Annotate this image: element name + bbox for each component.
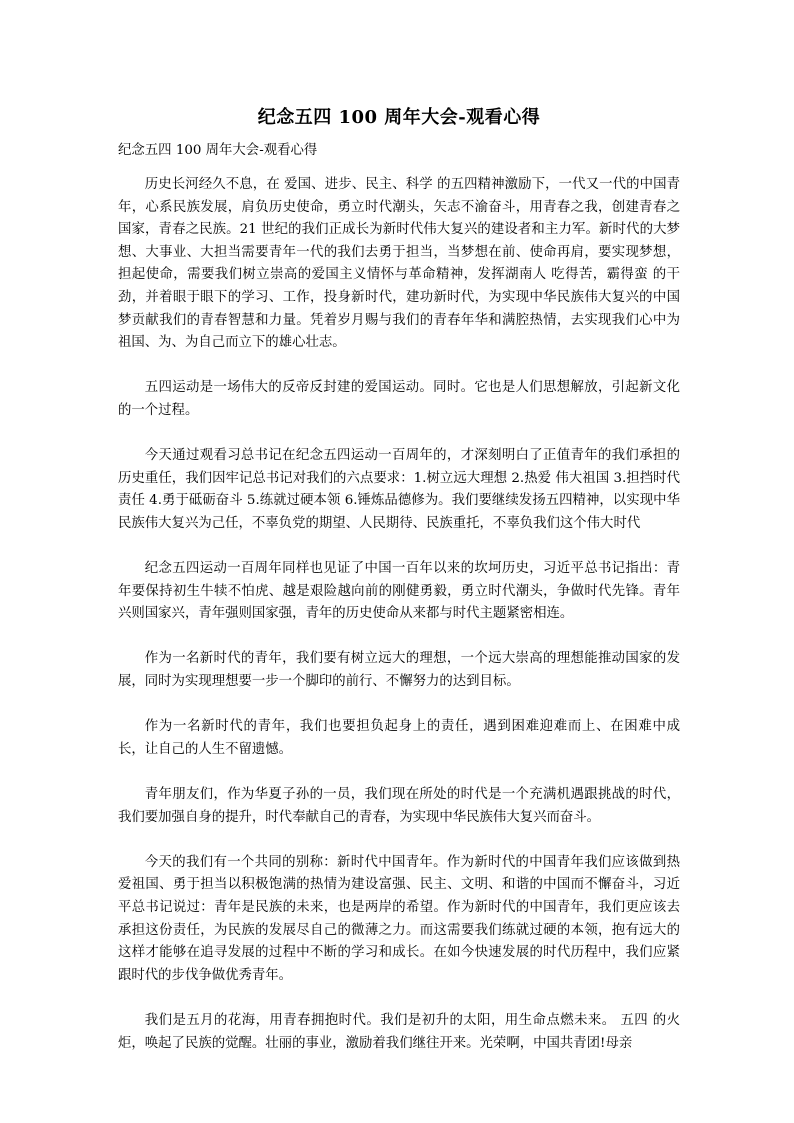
paragraph-1: 历史长河经久不息，在 爱国、进步、民主、科学 的五四精神激励下，一代又一代的中国青年，心系民族发展，肩负历史使命，勇立时代潮头，矢志不渝奋斗，用青春之我，创建青春之国家，青春之民族。21 世纪的我们正成长为新时代伟大复兴的建设者和主力军。新时代的大梦想、大事业、大担当需要青年一代的我们去勇于担当，当梦想在前、使命再肩，要实现梦想，担起使命，需要我们树立崇高的爱国主义情怀与革命精神，发挥湖南人 吃得苦，霸得蛮 的干劲，并着眼于眼下的学习、工作，投身新时代，建功新时代，为实现中华民族伟大复兴的中国梦贡献我们的青春智慧和力量。凭着岁月赐与我们的青春年华和满腔热情，去实现我们心中为祖国、为、为自己而立下的雄心壮志。 <box>118 177 680 351</box>
paragraph-5: 作为一名新时代的青年，我们要有树立远大的理想，一个远大崇高的理想能推动国家的发展，同时为实现理想要一步一个脚印的前行、不懈努力的达到目标。 <box>118 651 680 690</box>
paragraph-2: 五四运动是一场伟大的反帝反封建的爱国运动。同时。它也是人们思想解放，引起新文化的一个过程。 <box>118 380 680 418</box>
paragraph-4: 纪念五四运动一百周年同样也见证了中国一百年以来的坎坷历史，习近平总书记指出：青年要保持初生牛犊不怕虎、越是艰险越向前的刚健勇毅，勇立时代潮头，争做时代先锋。青年兴则国家兴，青年强则国家强，青年的历史使命从来都与时代主题紧密相连。 <box>118 561 680 622</box>
document-subtitle: 纪念五四 100 周年大会-观看心得 <box>118 143 318 158</box>
paragraph-9: 我们是五月的花海，用青春拥抱时代。我们是初升的太阳，用生命点燃未来。 五四 的火炬，唤起了民族的觉醒。壮丽的事业，激励着我们继往开来。光荣啊，中国共青团!母亲 <box>118 1012 680 1051</box>
paragraph-7: 青年朋友们，作为华夏子孙的一员，我们现在所处的时代是一个充满机遇跟挑战的时代，我们要加强自身的提升，时代奉献自己的青春，为实现中华民族伟大复兴而奋斗。 <box>118 787 680 825</box>
paragraph-6: 作为一名新时代的青年，我们也要担负起身上的责任，遇到困难迎难而上、在困难中成长，让自己的人生不留遗憾。 <box>118 719 680 757</box>
paragraph-3: 今天通过观看习总书记在纪念五四运动一百周年的，才深刻明白了正值青年的我们承担的历史重任，我们因牢记总书记对我们的六点要求：1.树立远大理想 2.热爱 伟大祖国 3.担挡时代责任 4.勇于砥砺奋斗 5.练就过硬本领 6.锤炼品德修为。我们要继续发扬五四精神，以实现中华民族伟大复兴为己任，不辜负党的期望、人民期待、民族重托，不辜负我们这个伟大时代 <box>118 448 680 531</box>
document-title: 纪念五四 100 周年大会-观看心得 <box>257 107 541 128</box>
paragraph-8: 今天的我们有一个共同的别称：新时代中国青年。作为新时代的中国青年我们应该做到热爱祖国、勇于担当以积极饱满的热情为建设富强、民主、文明、和谐的中国而不懈奋斗，习近平总书记说过：青年是民族的未来，也是两岸的希望。作为新时代的中国青年，我们更应该去承担这份责任，为民族的发展尽自己的微薄之力。而这需要我们练就过硬的本领，抱有远大的这样才能够在追寻发展的过程中不断的学习和成长。在如今快速发展的时代历程中，我们应紧跟时代的步伐争做优秀青年。 <box>118 854 680 983</box>
